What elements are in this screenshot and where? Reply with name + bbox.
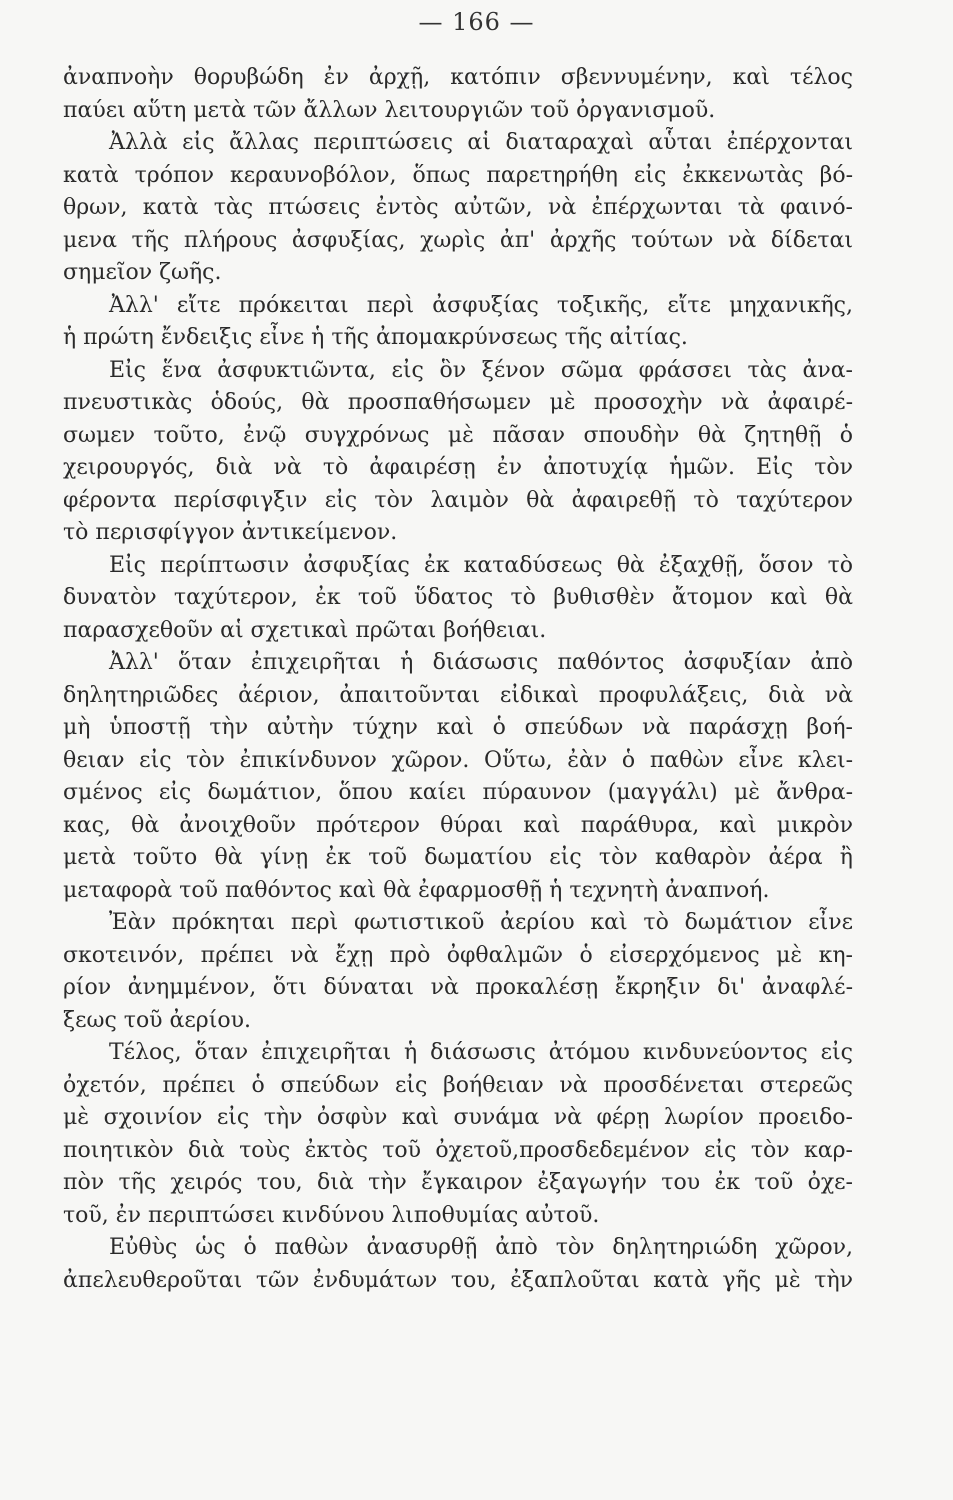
text-line: τὸ περισφίγγον ἀντικείμενον. — [63, 520, 398, 545]
text-line: θρων, κατὰ τὰς πτώσεις ἐντὸς αὐτῶν, νὰ ἐπέρχωνται τὰ φαινό- — [63, 195, 853, 220]
text-line: Ἐὰν πρόκηται περὶ φωτιστικοῦ ἀερίου καὶ τὸ δωμάτιον εἶνε — [109, 910, 853, 935]
text-line: Τέλος, ὅταν ἐπιχειρῆται ἡ διάσωσις ἀτόμου κινδυνεύοντος εἰς — [109, 1040, 853, 1065]
text-line: μετὰ τοῦτο θὰ γίνῃ ἐκ τοῦ δωματίου εἰς τὸν καθαρὸν ἀέρα ἢ — [63, 845, 853, 870]
text-line: ὀχετόν, πρέπει ὁ σπεύδων εἰς βοήθειαν νὰ προσδένεται στερεῶς — [63, 1072, 853, 1098]
text-line: Ἀλλ' ὅταν ἐπιχειρῆται ἡ διάσωσις παθόντος ἀσφυξίαν ἀπὸ — [109, 650, 853, 675]
text-line: μενα τῆς πλήρους ἀσφυξίας, χωρὶς ἀπ' ἀρχῆς τούτων νὰ δίδεται — [63, 227, 853, 253]
text-line: Εἰς περίπτωσιν ἀσφυξίας ἐκ καταδύσεως θὰ ἐξαχθῇ, ὅσον τὸ — [109, 552, 853, 578]
text-line: σμένος εἰς δωμάτιον, ὅπου καίει πύραυνον (μαγγάλι) μὲ ἄνθρα- — [63, 780, 853, 805]
text-line: σημεῖον ζωῆς. — [63, 260, 222, 285]
text-line: τοῦ, ἐν περιπτώσει κινδύνου λιποθυμίας αὐτοῦ. — [63, 1202, 600, 1228]
page-number: — 166 — — [418, 8, 535, 36]
text-line: πὸν τῆς χειρός του, διὰ τὴν ἔγκαιρον ἐξαγωγήν του ἐκ τοῦ ὀχε- — [63, 1170, 853, 1195]
text-line: ἡ πρώτη ἔνδειξις εἶνε ἡ τῆς ἀπομακρύνσεως τῆς αἰτίας. — [63, 325, 688, 350]
text-line: ρίον ἀνημμένον, ὅτι δύναται νὰ προκαλέσῃ ἔκρηξιν δι' ἀναφλέ- — [63, 975, 853, 1000]
text-line: δηλητηριῶδες ἀέριον, ἀπαιτοῦνται εἰδικαὶ προφυλάξεις, διὰ νὰ — [63, 682, 853, 708]
text-line: Εἰς ἕνα ἀσφυκτιῶντα, εἰς ὃν ξένον σῶμα φράσσει τὰς ἀνα- — [109, 357, 853, 383]
body-text — [63, 62, 853, 1297]
text-line: Εὐθὺς ὡς ὁ παθὼν ἀνασυρθῇ ἀπὸ τὸν δηλητηριώδη χῶρον, — [109, 1235, 853, 1260]
text-line: σκοτεινόν, πρέπει νὰ ἔχῃ πρὸ ὀφθαλμῶν ὁ εἰσερχόμενος μὲ κη- — [63, 942, 853, 968]
text-line: ἀπελευθεροῦται τῶν ἐνδυμάτων του, ἐξαπλοῦται κατὰ γῆς μὲ τὴν — [63, 1267, 853, 1293]
text-line: Ἀλλ' εἴτε πρόκειται περὶ ἀσφυξίας τοξικῆς, εἴτε μηχανικῆς, — [109, 292, 853, 318]
text-line: μὴ ὑποστῇ τὴν αὐτὴν τύχην καὶ ὁ σπεύδων νὰ παράσχῃ βοή- — [63, 715, 853, 740]
text-line: θειαν εἰς τὸν ἐπικίνδυνον χῶρον. Οὕτω, ἐὰν ὁ παθὼν εἶνε κλει- — [63, 747, 853, 773]
text-line: μεταφορὰ τοῦ παθόντος καὶ θὰ ἐφαρμοσθῇ ἡ τεχνητὴ ἀναπνοή. — [63, 877, 770, 903]
text-line: μὲ σχοινίον εἰς τὴν ὀσφὺν καὶ συνάμα νὰ φέρῃ λωρίον προειδο- — [63, 1105, 853, 1130]
text-line: ἀναπνοὴν θορυβώδη ἐν ἀρχῇ, κατόπιν σβεννυμένην, καὶ τέλος — [63, 65, 853, 90]
text-line: κατὰ τρόπον κεραυνοβόλον, ὅπως παρετηρήθη εἰς ἐκκενωτὰς βό- — [63, 162, 853, 188]
text-line: σωμεν τοῦτο, ἐνῷ συγχρόνως μὲ πᾶσαν σπουδὴν θὰ ζητηθῇ ὁ — [63, 422, 853, 448]
text-line: Ἀλλὰ εἰς ἄλλας περιπτώσεις αἱ διαταραχαὶ αὗται ἐπέρχονται — [109, 130, 853, 155]
text-line: ποιητικὸν διὰ τοὺς ἐκτὸς τοῦ ὀχετοῦ,προσδεδεμένον εἰς τὸν καρ- — [63, 1137, 853, 1163]
text-line: φέροντα περίσφιγξιν εἰς τὸν λαιμὸν θὰ ἀφαιρεθῇ τὸ ταχύτερον — [63, 487, 853, 513]
text-line: χειρουργός, διὰ νὰ τὸ ἀφαιρέσῃ ἐν ἀποτυχίᾳ ἡμῶν. Εἰς τὸν — [63, 455, 853, 480]
text-line: ξεως τοῦ ἀερίου. — [63, 1007, 251, 1033]
text-line: παρασχεθοῦν αἱ σχετικαὶ πρῶται βοήθειαι. — [63, 617, 547, 643]
text-line: παύει αὕτη μετὰ τῶν ἄλλων λειτουργιῶν τοῦ ὀργανισμοῦ. — [63, 97, 716, 123]
text-line: κας, θὰ ἀνοιχθοῦν πρότερον θύραι καὶ παράθυρα, καὶ μικρὸν — [63, 812, 853, 838]
text-line: δυνατὸν ταχύτερον, ἐκ τοῦ ὕδατος τὸ βυθισθὲν ἄτομον καὶ θὰ — [63, 585, 853, 610]
text-line: πνευστικὰς ὁδούς, θὰ προσπαθήσωμεν μὲ προσοχὴν νὰ ἀφαιρέ- — [63, 390, 853, 415]
